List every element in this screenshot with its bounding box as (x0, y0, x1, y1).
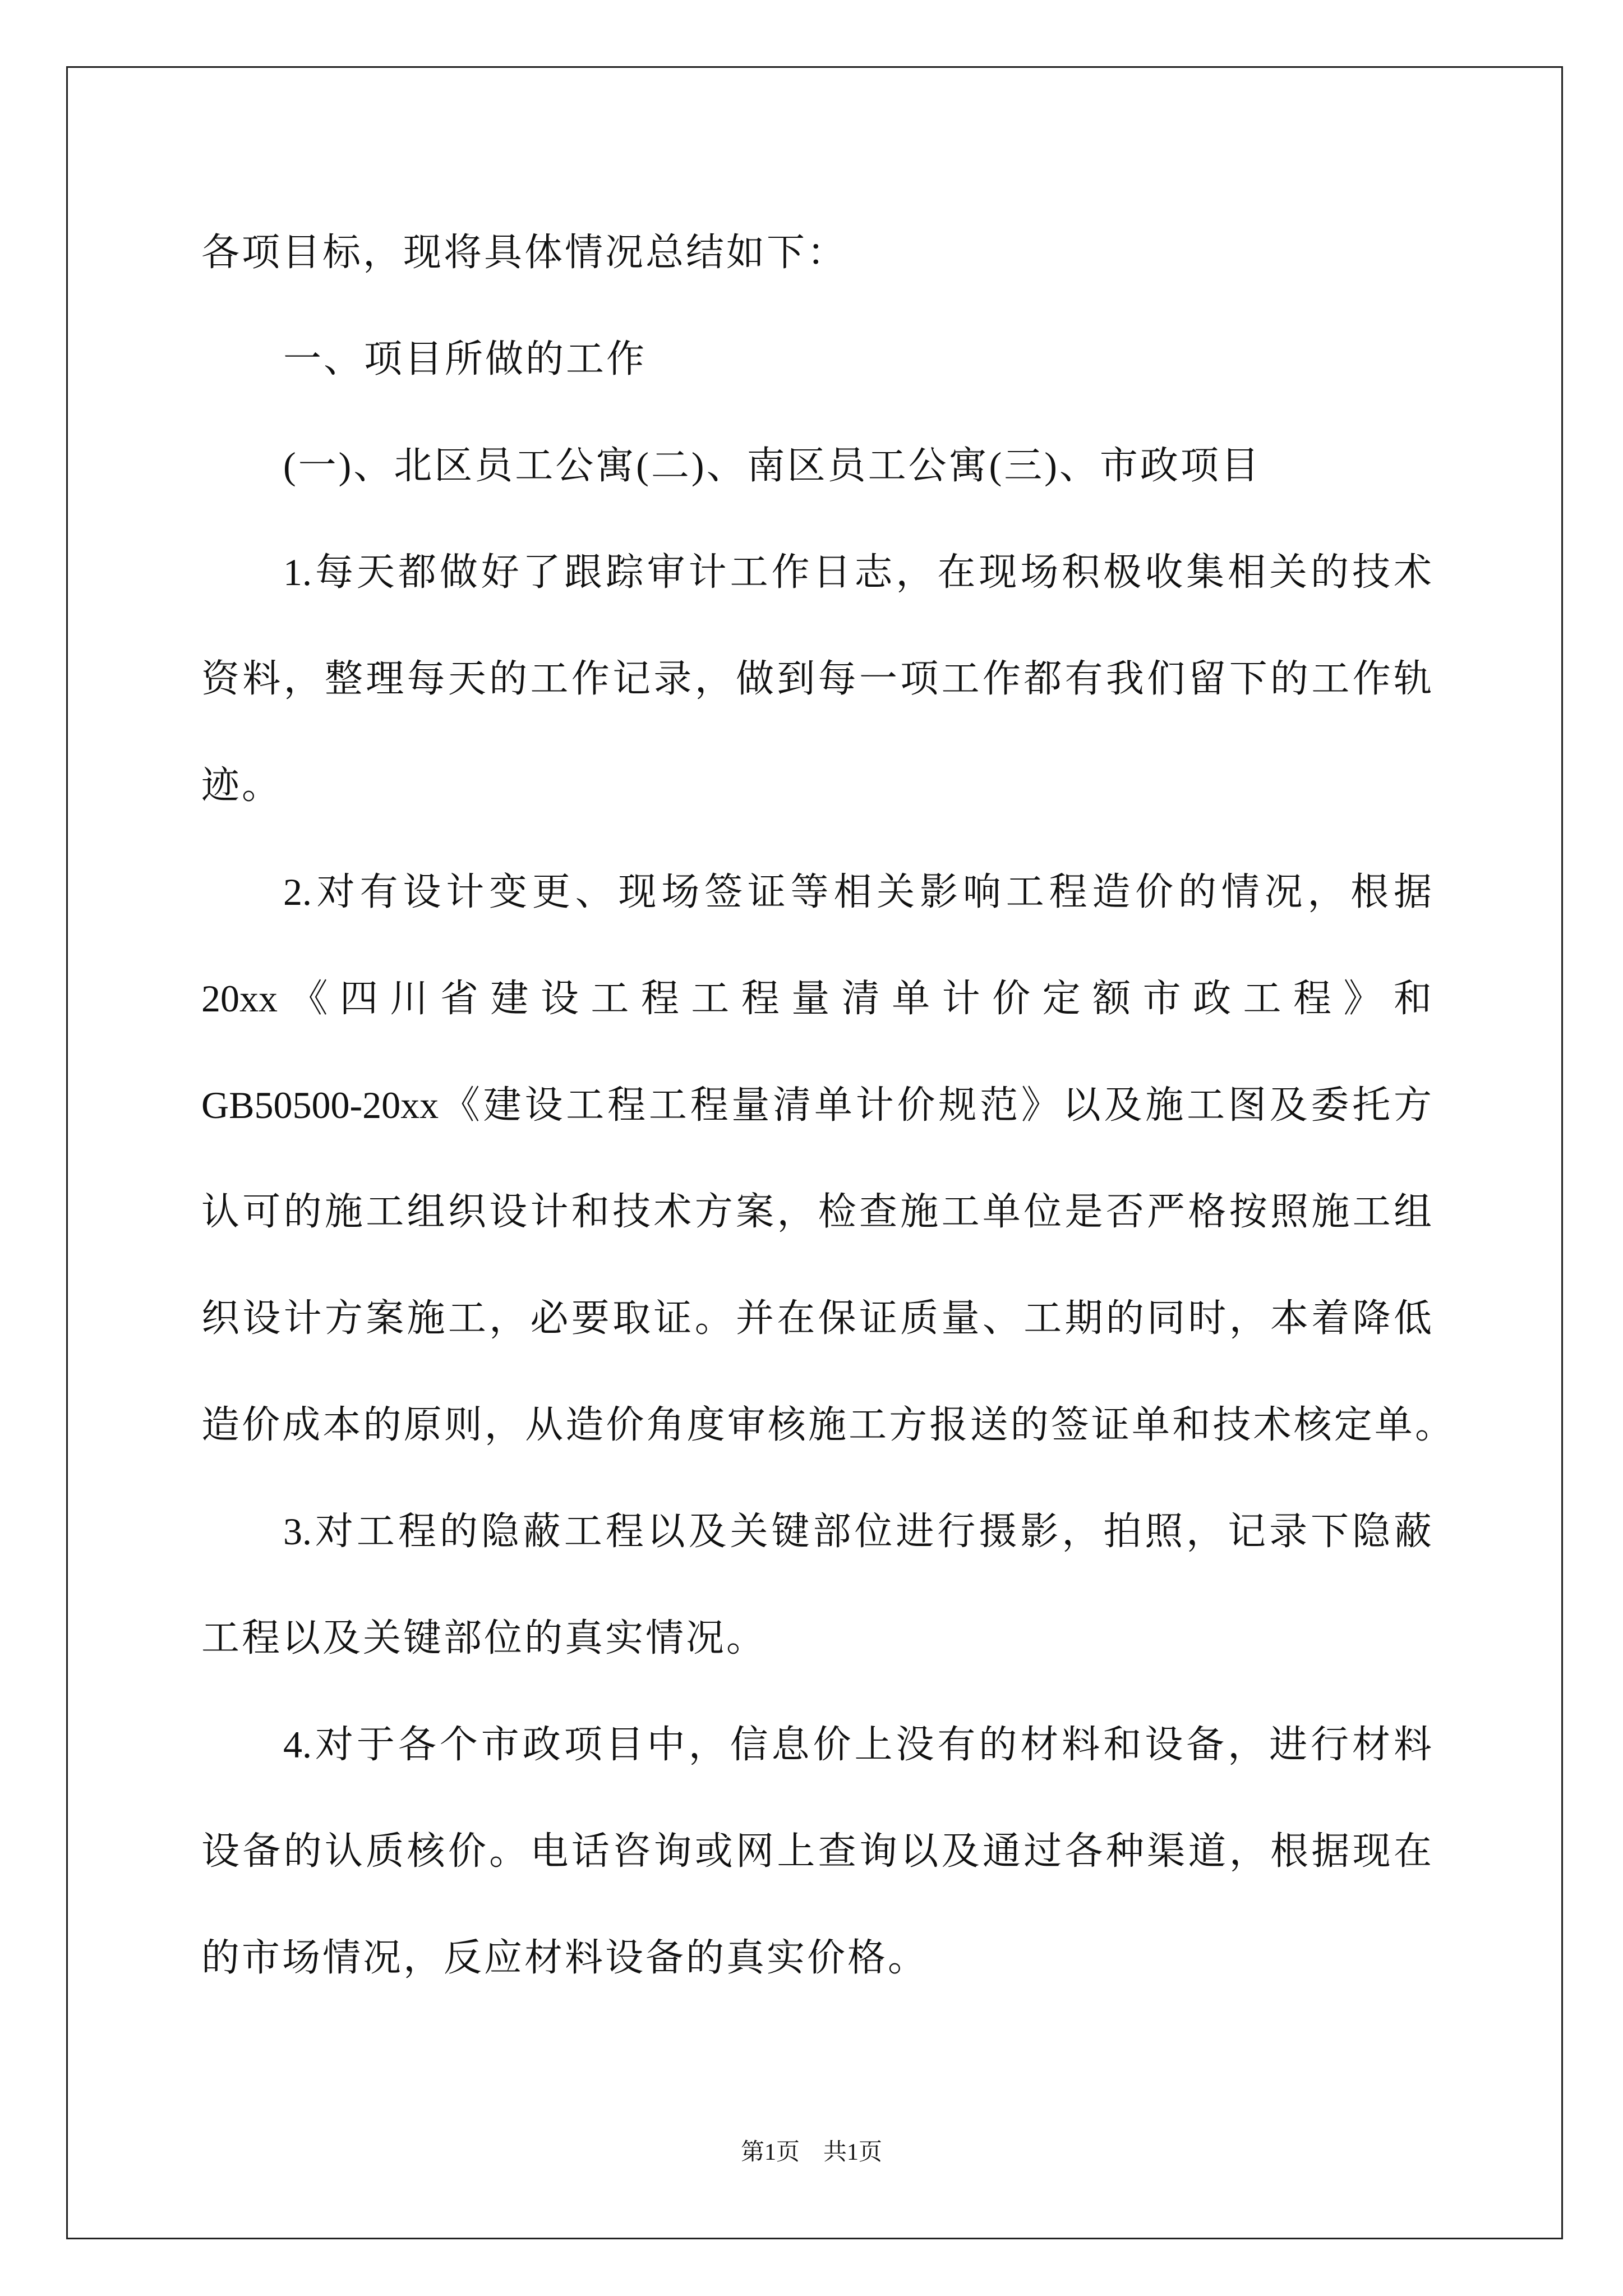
paragraph-4-line: 4.对于各个市政项目中，信息价上没有的材料和设备，进行材料 (283, 1723, 1432, 1766)
paragraph-4-line: 设备的认质核价。电话咨询或网上查询以及通过各种渠道，根据现在 (201, 1830, 1432, 1872)
paragraph-2-line: 20xx《四川省建设工程工程量清单计价定额市政工程》和 (201, 977, 1432, 1020)
subsection-heading: (一)、北区员工公寓(二)、南区员工公寓(三)、市政项目 (283, 444, 1261, 487)
paragraph-2-line: GB50500-20xx《建设工程工程量清单计价规范》以及施工图及委托方 (201, 1084, 1432, 1126)
section-heading: 一、项目所做的工作 (283, 338, 647, 380)
paragraph-2-line: 织设计方案施工，必要取证。并在保证质量、工期的同时，本着降低 (201, 1297, 1432, 1340)
paragraph-1-line: 1.每天都做好了跟踪审计工作日志，在现场积极收集相关的技术 (283, 551, 1432, 593)
paragraph-4-line: 的市场情况，反应材料设备的真实价格。 (201, 1936, 929, 1979)
document-body (201, 199, 1453, 2011)
paragraph-3-line: 工程以及关键部位的真实情况。 (201, 1617, 767, 1659)
paragraph-2-line: 2.对有设计变更、现场签证等相关影响工程造价的情况，根据 (283, 871, 1432, 913)
paragraph-2-line: 认可的施工组织设计和技术方案，检查施工单位是否严格按照施工组 (201, 1190, 1432, 1233)
paragraph-1-line: 资料，整理每天的工作记录，做到每一项工作都有我们留下的工作轨 (201, 657, 1432, 700)
body-line: 各项目标，现将具体情况总结如下： (201, 231, 848, 274)
page-number-footer: 第1页 共1页 (740, 2139, 882, 2165)
paragraph-1-line: 迹。 (201, 764, 283, 807)
paragraph-2-line: 造价成本的原则，从造价角度审核施工方报送的签证单和技术核定单。 (201, 1404, 1453, 1446)
paragraph-3-line: 3.对工程的隐蔽工程以及关键部位进行摄影，拍照，记录下隐蔽 (283, 1510, 1432, 1553)
